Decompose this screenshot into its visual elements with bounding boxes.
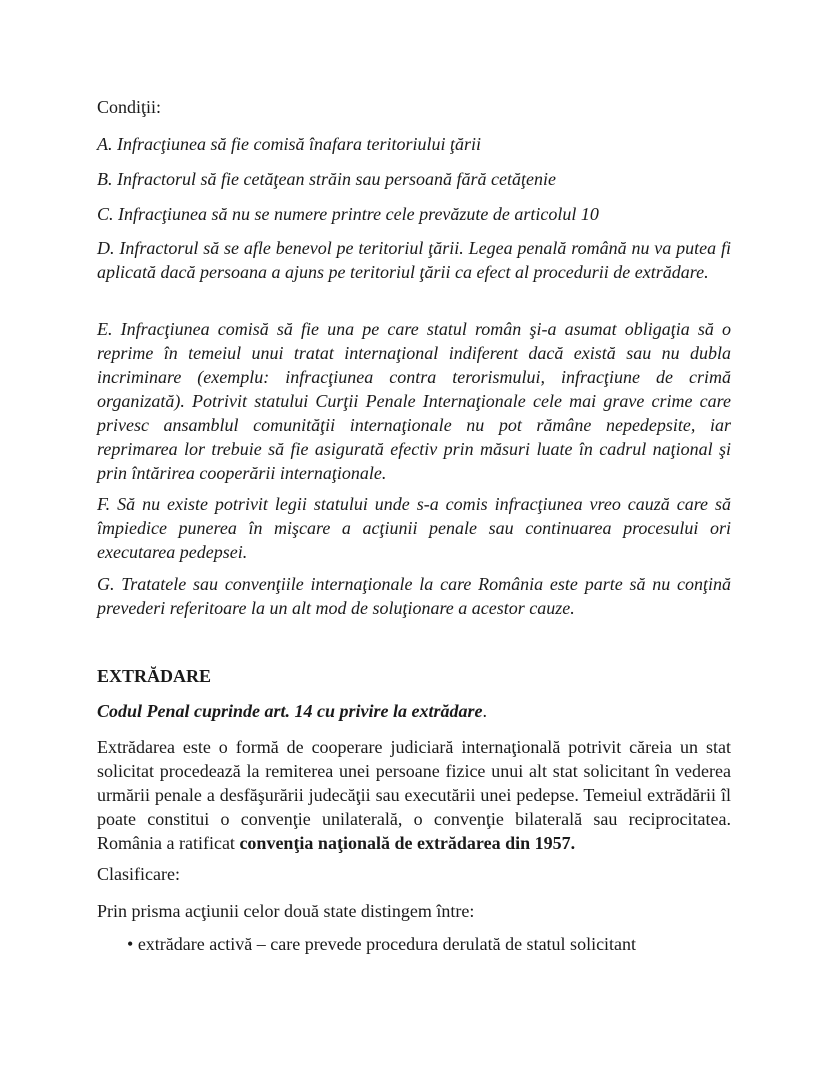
bullet-text: extrădare activă – care prevede procedura derulată de statul solicitant (137, 934, 637, 954)
bullet-item (127, 932, 747, 956)
condition-g: G. Tratatele sau convenţiile internaţionale la care România este parte să nu conţină prevederi referitoare la un alt mod de soluţionare a acestor cauze. (97, 574, 731, 618)
bullet-symbol: • (127, 934, 134, 954)
condition-e: E. Infracţiunea comisă să fie una pe care statul român şi-a asumat obligaţia să o reprime în temeiul unui tratat internaţional indiferent dacă există sau nu dubla incriminare (exemplu: infracţiunea contra terorismului, infracţiune de crimă organizată). Potrivit statului Curţii Penale Internaţionale cele mai grave crime care privesc ansamblul comunităţii internaţionale nu pot rămâne nepedepsite, iar reprimarea lor trebuie să fie asigurată efectiv prin măsuri luate în cadrul naţional şi prin întărirea cooperării internaţionale. (97, 319, 731, 483)
extradare-subtitle (97, 699, 731, 723)
condition-f: F. Să nu existe potrivit legii statului unde s-a comis infracţiunea vreo cauză care să împiedice punerea în mişcare a acţiunii penale sau continuarea procesului ori executarea pedepsei. (97, 494, 731, 562)
conditii-heading: Condiţii: (97, 97, 162, 117)
condition-b: B. Infractorul să fie cetăţean străin sau persoană fără cetăţenie (97, 169, 556, 189)
subtitle-period: . (482, 701, 488, 721)
extradare-paragraph (97, 735, 731, 855)
condition-a: A. Infracţiunea să fie comisă înafara teritoriului ţării (97, 134, 481, 154)
paragraph-bold: convenţia naţională de extrădarea din 1957. (239, 833, 576, 853)
condition-d: D. Infractorul să se afle benevol pe teritoriul ţării. Legea penală română nu va putea fi aplicată dacă persoana a ajuns pe teritoriul ţării ca efect al procedurii de extrădare. (97, 238, 731, 282)
paragraph-text: Extrădarea este o formă de cooperare judiciară internaţională potrivit căreia un stat solicitat procedează la remiterea unei persoane fizice unui alt stat solicitant în vederea urmării penale a desfăşurării judecăţii sau executării unei pedepse. Temeiul extrădării îl poate constitui o convenţie unilaterală, o convenţie bilaterală sau reciprocitatea. România a ratificat (97, 737, 731, 853)
condition-c: C. Infracţiunea să nu se numere printre cele prevăzute de articolul 10 (97, 204, 599, 224)
clasificare-label: Clasificare: (97, 864, 180, 884)
extradare-heading: EXTRĂDARE (97, 666, 212, 686)
distingem-intro: Prin prisma acţiunii celor două state distingem între: (97, 901, 475, 921)
subtitle-text: Codul Penal cuprinde art. 14 cu privire la extrădare (97, 701, 483, 721)
